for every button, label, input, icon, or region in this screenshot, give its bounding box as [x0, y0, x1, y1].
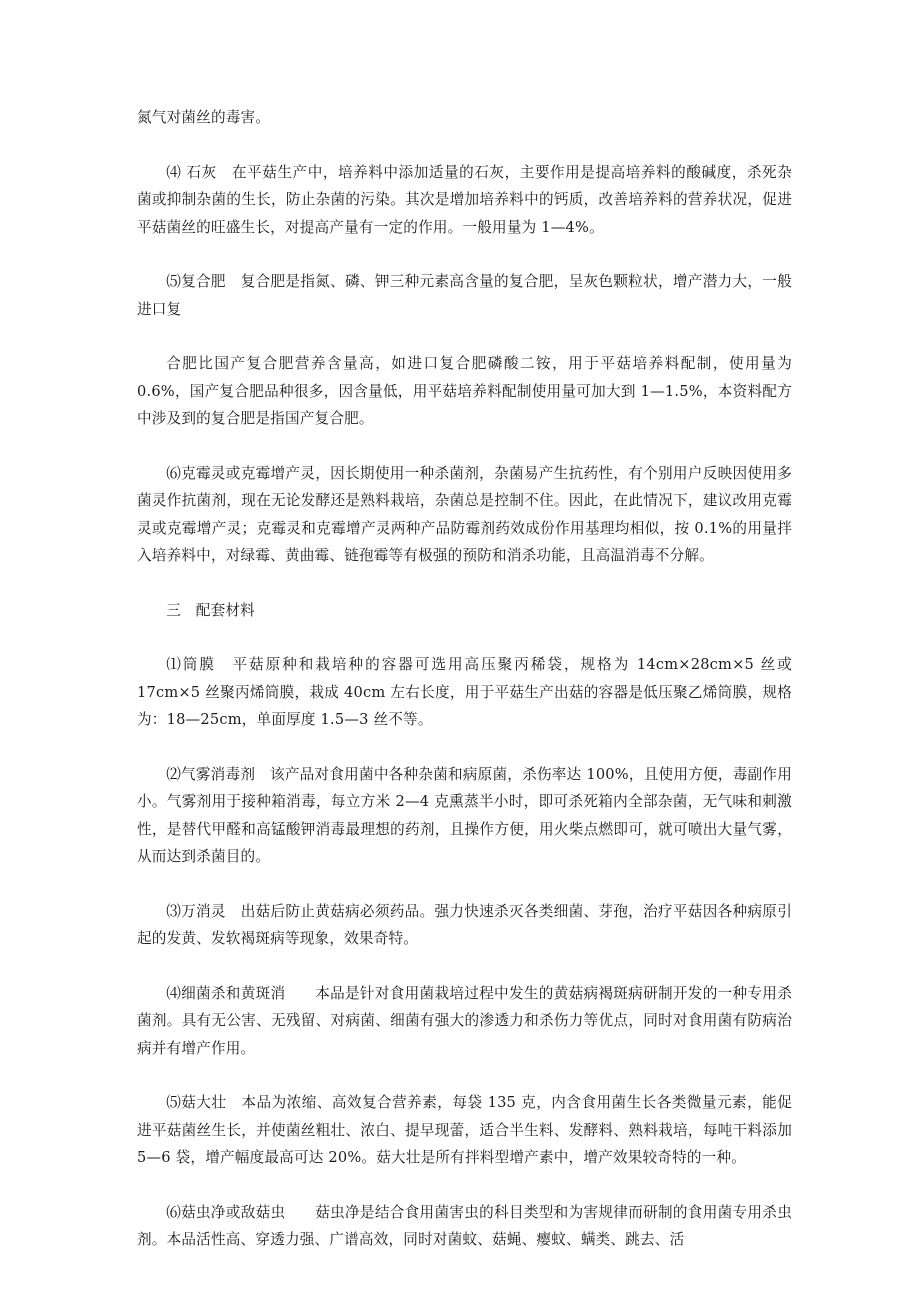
document-body	[137, 104, 792, 1281]
paragraph-compound-fertilizer: ⑸复合肥 复合肥是指氮、磷、钾三种元素高含量的复合肥，呈灰色颗粒状，增产潜力大，一般进口复	[137, 273, 792, 318]
paragraph-compound-fertilizer-continued: 合肥比国产复合肥营养含量高，如进口复合肥磷酸二铵，用于平菇培养料配制，使用量为 0.6%，国产复合肥品种很多，因含量低，用平菇培养料配制使用量可加大到 1—1.5%，本资料配方中涉及到的复合肥是指国产复合肥。	[137, 355, 792, 427]
paragraph-lime: ⑷ 石灰 在平菇生产中，培养料中添加适量的石灰，主要作用是提高培养料的酸碱度，杀死杂菌或抑制杂菌的生长，防止杂菌的污染。其次是增加培养料中的钙质，改善培养料的营养状况，促进平菇菌丝的旺盛生长，对提高产量有一定的作用。一般用量为 1—4%。	[137, 163, 792, 236]
paragraph-gudazhuang: ⑸菇大壮 本品为浓缩、高效复合营养素，每袋 135 克，内含食用菌生长各类微量元素，能促进平菇菌丝生长，并使菌丝粗壮、浓白、提早现蕾，适合半生料、发酵料、熟料栽培，每吨干料添加 5—6 袋，增产幅度最高可达 20%。菇大壮是所有拌料型增产素中，增产效果较奇特的一种。	[137, 1094, 792, 1166]
section-heading-supporting-materials: 三 配套材料	[166, 601, 255, 619]
paragraph-insecticide: ⑹菇虫净或敌菇虫 菇虫净是结合食用菌害虫的科目类型和为害规律而研制的食用菌专用杀虫剂。本品活性高、穿透力强、广谱高效，同时对菌蚊、菇蝇、瘿蚊、螨类、跳去、活	[137, 1203, 792, 1248]
paragraph-antifungal: ⑹克霉灵或克霉增产灵，因长期使用一种杀菌剂，杂菌易产生抗药性，有个别用户反映因使用多菌灵作抗菌剂，现在无论发酵还是熟料栽培，杂菌总是控制不住。因此，在此情况下，建议改用克霉灵或克霉增产灵；克霉灵和克霉增产灵两种产品防霉剂药效成份作用基理均相似，按 0.1%的用量拌入培养料中，对绿霉、黄曲霉、链孢霉等有极强的预防和消杀功能，且高温消毒不分解。	[137, 464, 792, 564]
paragraph-wanxiaoling: ⑶万消灵 出菇后防止黄菇病必须药品。强力快速杀灭各类细菌、芽孢，治疗平菇因各种病原引起的发黄、发软褐斑病等现象，效果奇特。	[137, 902, 792, 947]
paragraph-tube-film: ⑴筒膜 平菇原种和栽培种的容器可选用高压聚丙稀袋，规格为 14cm×28cm×5 丝或 17cm×5 丝聚丙烯筒膜，栽成 40cm 左右长度，用于平菇生产出菇的容器是低压聚乙烯筒膜，规格为：18—25cm，单面厚度 1.5—3 丝不等。	[137, 656, 792, 728]
paragraph-continuation: 氮气对菌丝的毒害。	[137, 109, 271, 126]
paragraph-aerosol-disinfectant: ⑵气雾消毒剂 该产品对食用菌中各种杂菌和病原菌，杀伤率达 100%，且使用方便，毒副作用小。气雾剂用于接种箱消毒，每立方米 2—4 克熏蒸半小时，即可杀死箱内全部杂菌，无气味和刺激性，是替代甲醛和高锰酸钾消毒最理想的药剂，且操作方便，用火柴点燃即可，就可喷出大量气雾，从而达到杀菌目的。	[137, 765, 792, 865]
paragraph-bactericide: ⑷细菌杀和黄斑消 本品是针对食用菌栽培过程中发生的黄菇病褐斑病研制开发的一种专用杀菌剂。具有无公害、无残留、对病菌、细菌有强大的渗透力和杀伤力等优点，同时对食用菌有防病治病并有增产作用。	[137, 984, 792, 1057]
